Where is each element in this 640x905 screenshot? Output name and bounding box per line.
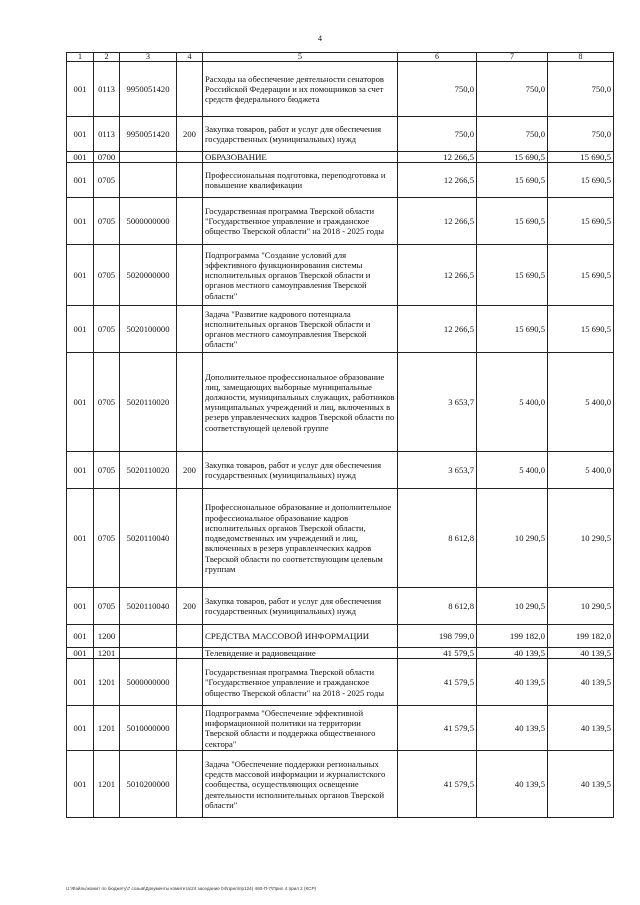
amount-col6: 8 612,8 bbox=[398, 489, 477, 588]
expense-type bbox=[177, 751, 203, 818]
amount-col8: 15 690,5 bbox=[548, 152, 614, 163]
amount-col8: 40 139,5 bbox=[548, 648, 614, 659]
item-name: Закупка товаров, работ и услуг для обеспечения государственных (муниципальных) нужд bbox=[203, 452, 398, 489]
section-code: 1201 bbox=[94, 648, 120, 659]
col-number: 7 bbox=[477, 53, 548, 62]
amount-col7: 15 690,5 bbox=[477, 198, 548, 245]
table-row bbox=[67, 163, 614, 198]
section-code: 0705 bbox=[94, 245, 120, 306]
target-article: 5020110020 bbox=[120, 452, 177, 489]
item-name: Закупка товаров, работ и услуг для обеспечения государственных (муниципальных) нужд bbox=[203, 588, 398, 625]
table-row bbox=[67, 152, 614, 163]
expense-type bbox=[177, 245, 203, 306]
expense-type: 200 bbox=[177, 117, 203, 152]
amount-col7: 40 139,5 bbox=[477, 706, 548, 751]
page-number: 4 bbox=[318, 34, 322, 43]
file-path-footer: U:\Файлы\комит по бюджету\7 созыв\Документы комитета\24 заседание 04\прил\пр124) 460-П-7\Прил 4 прил 2 (КСР) bbox=[66, 886, 317, 891]
item-name: Дополнительное профессиональное образование лиц, замещающих выборные муниципальные должности, муниципальных служащих, работников муниципальных учреждений и лиц, включенных в резерв управленческих кадров Тверской области по соответствующей целевой группе bbox=[203, 353, 398, 452]
admin-code: 001 bbox=[67, 245, 94, 306]
section-code: 0705 bbox=[94, 353, 120, 452]
admin-code: 001 bbox=[67, 751, 94, 818]
admin-code: 001 bbox=[67, 452, 94, 489]
target-article bbox=[120, 163, 177, 198]
column-number-row bbox=[67, 53, 614, 62]
amount-col8: 15 690,5 bbox=[548, 198, 614, 245]
col-number: 4 bbox=[177, 53, 203, 62]
amount-col6: 8 612,8 bbox=[398, 588, 477, 625]
amount-col7: 750,0 bbox=[477, 117, 548, 152]
table-row bbox=[67, 751, 614, 818]
target-article: 5010000000 bbox=[120, 706, 177, 751]
admin-code: 001 bbox=[67, 659, 94, 706]
amount-col6: 12 266,5 bbox=[398, 198, 477, 245]
amount-col7: 15 690,5 bbox=[477, 306, 548, 353]
admin-code: 001 bbox=[67, 306, 94, 353]
section-code: 0113 bbox=[94, 117, 120, 152]
table-row bbox=[67, 489, 614, 588]
table-row bbox=[67, 117, 614, 152]
amount-col6: 41 579,5 bbox=[398, 659, 477, 706]
admin-code: 001 bbox=[67, 198, 94, 245]
col-number: 1 bbox=[67, 53, 94, 62]
section-code: 0113 bbox=[94, 62, 120, 117]
section-code: 1201 bbox=[94, 751, 120, 818]
expense-type bbox=[177, 706, 203, 751]
item-name: Профессиональная подготовка, переподготовка и повышение квалификации bbox=[203, 163, 398, 198]
section-code: 0705 bbox=[94, 163, 120, 198]
amount-col8: 15 690,5 bbox=[548, 245, 614, 306]
item-name: Государственная программа Тверской области "Государственное управление и гражданское общество Тверской области" на 2018 - 2025 годы bbox=[203, 198, 398, 245]
col-number: 2 bbox=[94, 53, 120, 62]
amount-col8: 40 139,5 bbox=[548, 751, 614, 818]
expense-type bbox=[177, 62, 203, 117]
expense-type bbox=[177, 306, 203, 353]
amount-col6: 750,0 bbox=[398, 62, 477, 117]
section-code: 0705 bbox=[94, 306, 120, 353]
table-row bbox=[67, 706, 614, 751]
amount-col8: 15 690,5 bbox=[548, 163, 614, 198]
table-row bbox=[67, 245, 614, 306]
table-row bbox=[67, 62, 614, 117]
admin-code: 001 bbox=[67, 353, 94, 452]
target-article: 5000000000 bbox=[120, 659, 177, 706]
target-article: 5000000000 bbox=[120, 198, 177, 245]
target-article: 5020100000 bbox=[120, 306, 177, 353]
section-code: 0705 bbox=[94, 489, 120, 588]
amount-col7: 15 690,5 bbox=[477, 163, 548, 198]
amount-col7: 15 690,5 bbox=[477, 152, 548, 163]
amount-col8: 750,0 bbox=[548, 117, 614, 152]
section-code: 0705 bbox=[94, 198, 120, 245]
table-row bbox=[67, 659, 614, 706]
expense-type bbox=[177, 489, 203, 588]
item-name: Подпрограмма "Создание условий для эффективного функционирования системы исполнительных органов Тверской области и органов местного самоуправления Тверской области" bbox=[203, 245, 398, 306]
target-article bbox=[120, 152, 177, 163]
amount-col6: 41 579,5 bbox=[398, 751, 477, 818]
col-number: 5 bbox=[203, 53, 398, 62]
item-name: Задача "Обеспечение поддержки региональных средств массовой информации и журналистского сообщества, осуществляющих освещение деятельности исполнительных органов Тверской области" bbox=[203, 751, 398, 818]
section-code: 0705 bbox=[94, 452, 120, 489]
expense-type bbox=[177, 198, 203, 245]
section-code: 1201 bbox=[94, 659, 120, 706]
target-article bbox=[120, 648, 177, 659]
expense-type bbox=[177, 625, 203, 648]
admin-code: 001 bbox=[67, 588, 94, 625]
budget-table bbox=[66, 52, 614, 818]
target-article: 5010200000 bbox=[120, 751, 177, 818]
admin-code: 001 bbox=[67, 706, 94, 751]
table-row bbox=[67, 588, 614, 625]
item-name: Расходы на обеспечение деятельности сенаторов Российской Федерации и их помощников за счет средств федерального бюджета bbox=[203, 62, 398, 117]
item-name: Государственная программа Тверской области "Государственное управление и гражданское общество Тверской области" на 2018 - 2025 годы bbox=[203, 659, 398, 706]
expense-type bbox=[177, 163, 203, 198]
table-row bbox=[67, 306, 614, 353]
section-code: 1200 bbox=[94, 625, 120, 648]
amount-col6: 12 266,5 bbox=[398, 306, 477, 353]
expense-type: 200 bbox=[177, 452, 203, 489]
col-number: 8 bbox=[548, 53, 614, 62]
item-name: СРЕДСТВА МАССОВОЙ ИНФОРМАЦИИ bbox=[203, 625, 398, 648]
item-name: Задача "Развитие кадрового потенциала исполнительных органов Тверской области и органов местного самоуправления Тверской области" bbox=[203, 306, 398, 353]
table-row bbox=[67, 625, 614, 648]
amount-col7: 10 290,5 bbox=[477, 489, 548, 588]
amount-col8: 5 400,0 bbox=[548, 353, 614, 452]
amount-col8: 40 139,5 bbox=[548, 659, 614, 706]
amount-col8: 199 182,0 bbox=[548, 625, 614, 648]
admin-code: 001 bbox=[67, 648, 94, 659]
table-row bbox=[67, 353, 614, 452]
target-article: 5020110020 bbox=[120, 353, 177, 452]
amount-col6: 3 653,7 bbox=[398, 353, 477, 452]
admin-code: 001 bbox=[67, 117, 94, 152]
target-article: 5020110040 bbox=[120, 588, 177, 625]
amount-col7: 15 690,5 bbox=[477, 245, 548, 306]
admin-code: 001 bbox=[67, 152, 94, 163]
item-name: Профессиональное образование и дополнительное профессиональное образование кадров исполнительных органов Тверской области, подведомственных им учреждений и лиц, включенных в резерв управленческих кадров Тверской области по соответствующим целевым группам bbox=[203, 489, 398, 588]
table-row bbox=[67, 648, 614, 659]
item-name: Телевидение и радиовещание bbox=[203, 648, 398, 659]
amount-col7: 10 290,5 bbox=[477, 588, 548, 625]
expense-type: 200 bbox=[177, 588, 203, 625]
amount-col7: 40 139,5 bbox=[477, 751, 548, 818]
amount-col8: 5 400,0 bbox=[548, 452, 614, 489]
amount-col6: 41 579,5 bbox=[398, 648, 477, 659]
col-number: 6 bbox=[398, 53, 477, 62]
amount-col6: 198 799,0 bbox=[398, 625, 477, 648]
item-name: Закупка товаров, работ и услуг для обеспечения государственных (муниципальных) нужд bbox=[203, 117, 398, 152]
item-name: ОБРАЗОВАНИЕ bbox=[203, 152, 398, 163]
expense-type bbox=[177, 659, 203, 706]
amount-col7: 5 400,0 bbox=[477, 353, 548, 452]
item-name: Подпрограмма "Обеспечение эффективной информационной политики на территории Тверской области и поддержка общественного сектора" bbox=[203, 706, 398, 751]
expense-type bbox=[177, 353, 203, 452]
section-code: 1201 bbox=[94, 706, 120, 751]
amount-col7: 5 400,0 bbox=[477, 452, 548, 489]
amount-col6: 12 266,5 bbox=[398, 163, 477, 198]
amount-col6: 41 579,5 bbox=[398, 706, 477, 751]
target-article: 5020000000 bbox=[120, 245, 177, 306]
target-article: 9950051420 bbox=[120, 117, 177, 152]
table-row bbox=[67, 198, 614, 245]
amount-col6: 3 653,7 bbox=[398, 452, 477, 489]
amount-col8: 750,0 bbox=[548, 62, 614, 117]
amount-col8: 15 690,5 bbox=[548, 306, 614, 353]
section-code: 0700 bbox=[94, 152, 120, 163]
amount-col8: 10 290,5 bbox=[548, 489, 614, 588]
target-article: 5020110040 bbox=[120, 489, 177, 588]
amount-col7: 40 139,5 bbox=[477, 648, 548, 659]
admin-code: 001 bbox=[67, 489, 94, 588]
amount-col7: 750,0 bbox=[477, 62, 548, 117]
admin-code: 001 bbox=[67, 163, 94, 198]
expense-type bbox=[177, 648, 203, 659]
amount-col7: 40 139,5 bbox=[477, 659, 548, 706]
amount-col6: 12 266,5 bbox=[398, 152, 477, 163]
section-code: 0705 bbox=[94, 588, 120, 625]
amount-col6: 12 266,5 bbox=[398, 245, 477, 306]
target-article: 9950051420 bbox=[120, 62, 177, 117]
amount-col7: 199 182,0 bbox=[477, 625, 548, 648]
expense-type bbox=[177, 152, 203, 163]
admin-code: 001 bbox=[67, 62, 94, 117]
target-article bbox=[120, 625, 177, 648]
amount-col8: 40 139,5 bbox=[548, 706, 614, 751]
amount-col8: 10 290,5 bbox=[548, 588, 614, 625]
amount-col6: 750,0 bbox=[398, 117, 477, 152]
admin-code: 001 bbox=[67, 625, 94, 648]
col-number: 3 bbox=[120, 53, 177, 62]
table-row bbox=[67, 452, 614, 489]
